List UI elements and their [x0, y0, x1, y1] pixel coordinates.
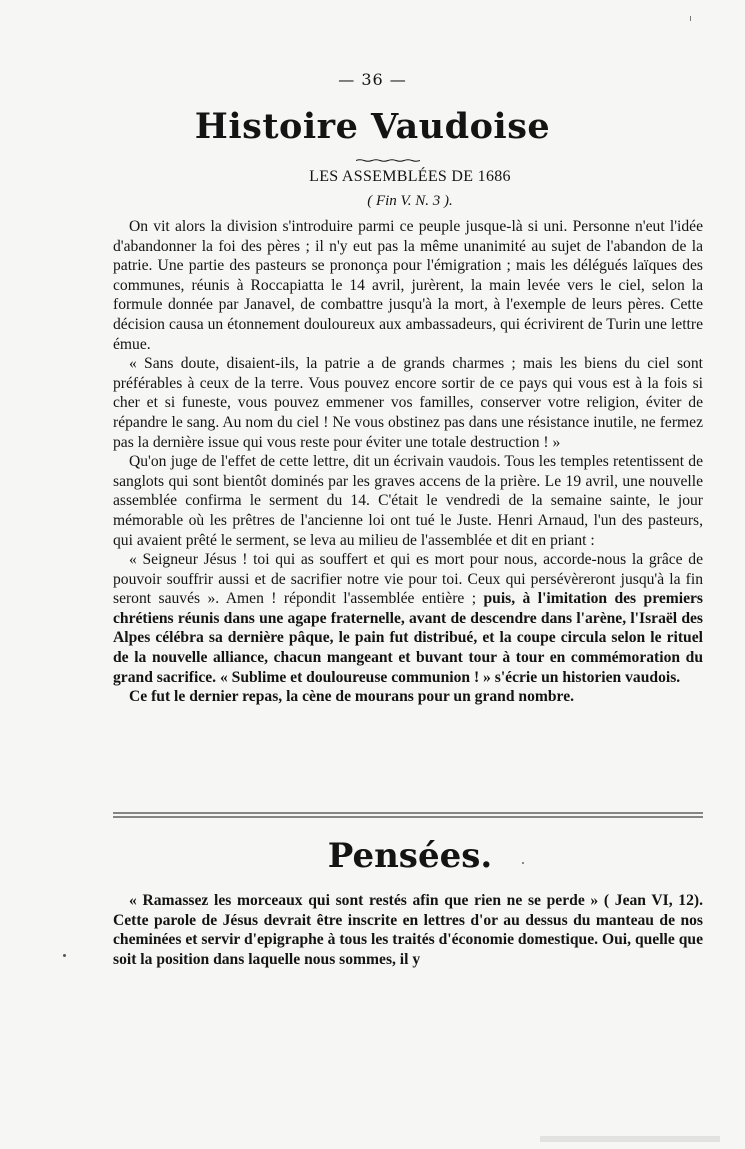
masthead-ornament-rule: [356, 159, 420, 162]
communion-text: puis, à l'imitation des premiers chrétiens réunis dans une agape fraternelle, avant de descendre dans l'arène, l'Israël des Alpes célébra sa dernière pâque, le pain fut distribué, et la coupe circula selon le rituel de la nouvelle alliance, chacun mangeant et buvant tour à tour en commémoration du grand sacrifice. « Sublime et douloureuse communion ! » s'écrie un historien vaudois.: [113, 590, 703, 686]
pensees-paragraph: « Ramassez les morceaux qui sont restés afin que rien ne se perde » ( Jean VI, 12). Cette parole de Jésus devrait être inscrite en lettres d'or au dessus du manteau de nos cheminées et servir d'epigraphe à tous les traités d'économie domestique. Oui, quelle que soit la position dans laquelle nous sommes, il y: [113, 892, 703, 968]
article-paragraph: Qu'on juge de l'effet de cette lettre, dit un écrivain vaudois. Tous les temples retentissent de sanglots qui sont bientôt dominés par les graves accens de la prière. Le 19 avril, une nouvelle assemblée confirma le serment du 14. C'était le vendredi de la semaine sainte, le jour mémorable où les prêtres de l'ancienne loi ont tué le Juste. Henri Arnaud, l'un des pasteurs, qui avaient prêté le serment, se leva au milieu de l'assemblée et dit en priant :: [113, 453, 703, 549]
article-citation: ( Fin V. N. 3 ).: [367, 193, 453, 209]
article-body: [113, 217, 703, 707]
masthead-title: Histoire Vaudoise: [194, 106, 551, 147]
article-paragraph: « Sans doute, disaient-ils, la patrie a de grands charmes ; mais les biens du ciel sont préférables à ceux de la terre. Vous pouvez encore sortir de ce pays qui vous est à la fois si cher et si funeste, vous pouvez emmener vos familles, conserver votre religion, éviter de répandre le sang. Au nom du ciel ! Ne vous obstinez pas dans une résistance inutile, ne fermez pas la dernière issue qui vous reste pour éviter une totale destruction ! »: [113, 355, 703, 451]
scan-speck: [522, 862, 524, 864]
pensees-title: Pensées.: [327, 836, 493, 876]
scan-bleed: [540, 1136, 720, 1142]
article-paragraph: On vit alors la division s'introduire parmi ce peuple jusque-là si uni. Personne n'eut l'idée d'abandonner la foi des pères ; il n'y eut pas la même unanimité au sujet de l'abandon de la patrie. Une partie des pasteurs se prononça pour l'émigration ; mais les délégués laïques des communes, réunis à Roccapiatta le 14 avril, jurèrent, la main levée vers le ciel, selon la formule donnée par Janavel, de combattre jusqu'à la mort, à l'exemple de leurs pères. Cette décision causa un étonnement douloureux aux ambassadeurs, qui écrivirent de Turin une lettre émue.: [113, 218, 703, 353]
pensees-body: [113, 891, 703, 969]
article-title: LES ASSEMBLÉES DE 1686: [309, 168, 511, 185]
article-paragraph: [113, 550, 703, 687]
page-number: — 36 —: [338, 70, 407, 89]
scan-speck: [690, 16, 691, 21]
closing-line: Ce fut le dernier repas, la cène de mourans pour un grand nombre.: [129, 688, 575, 706]
section-divider: [113, 811, 703, 819]
scan-speck: [63, 954, 66, 957]
prayer-text: « Seigneur Jésus ! toi qui as souffert et qui es mort pour nous, accorde-nous la grâce de pouvoir souffrir aussi et de sacrifier notre vie pour toi. Ceux qui persévèreront jusqu'à la fin seront sauvés ». Amen ! répondit l'assemblée entière ;: [113, 551, 703, 608]
